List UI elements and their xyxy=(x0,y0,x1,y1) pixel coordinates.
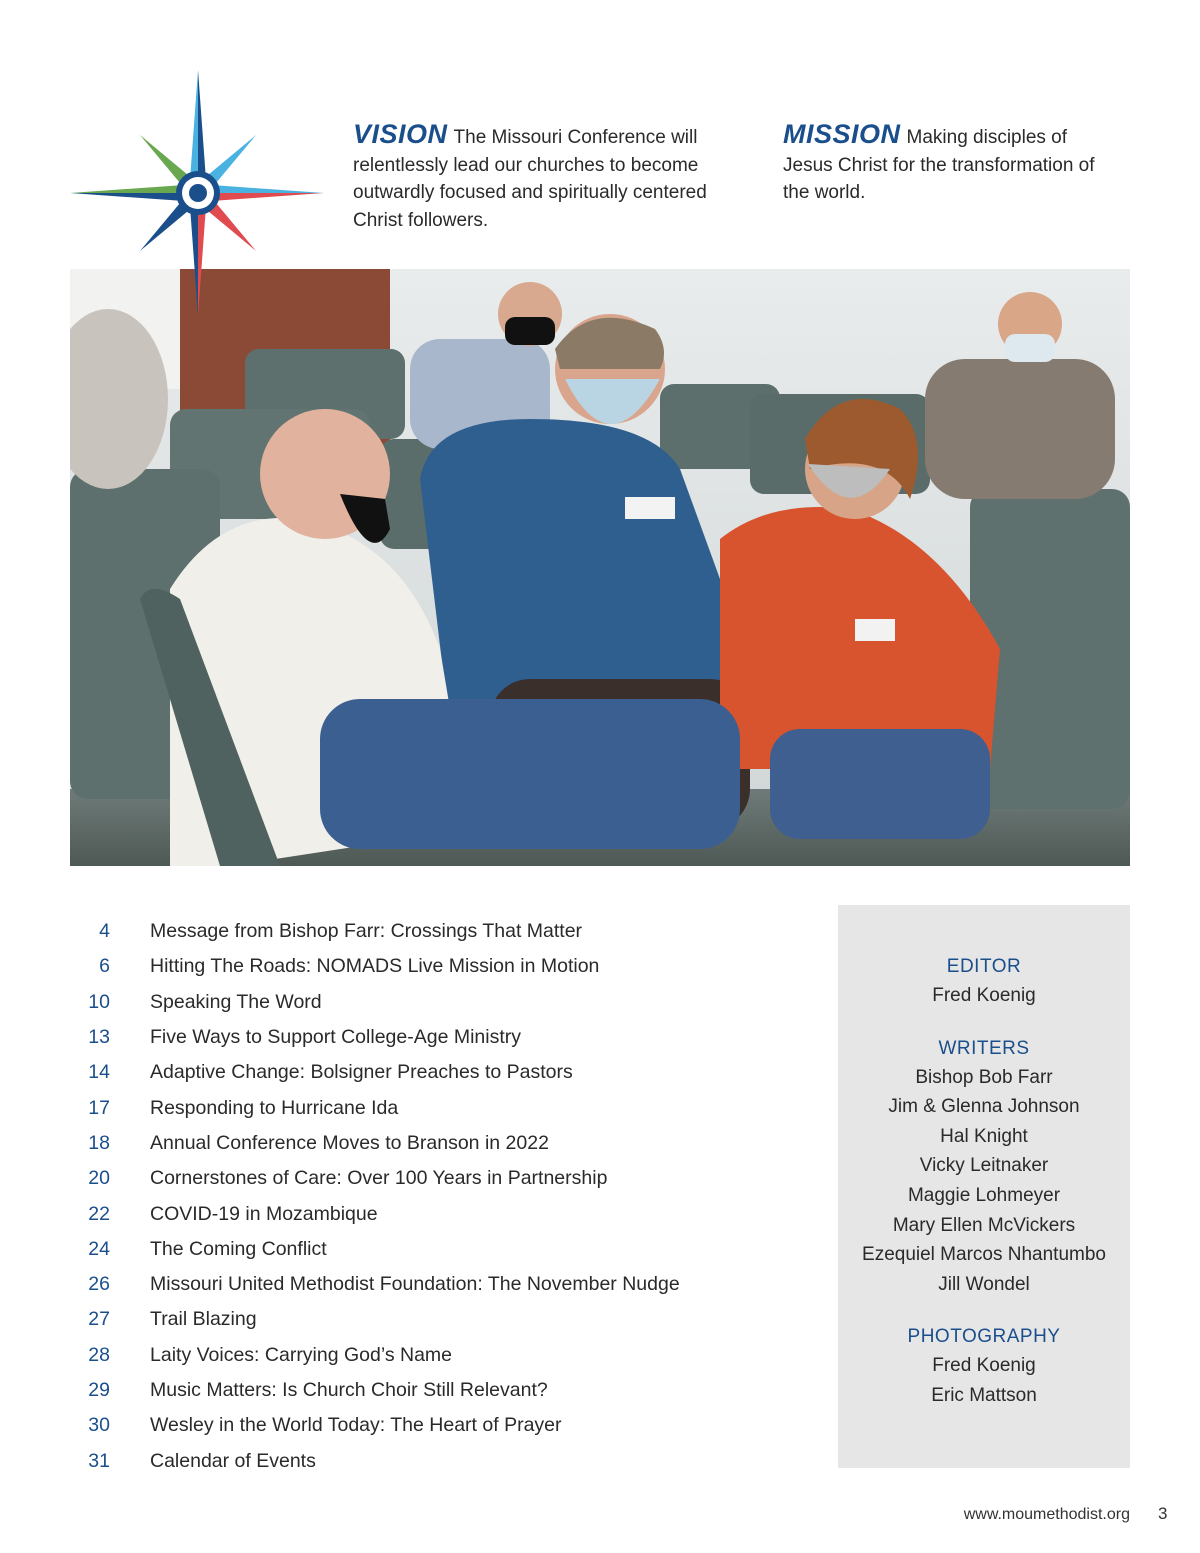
editor-names xyxy=(838,981,1130,1011)
toc-title: The Coming Conflict xyxy=(150,1237,327,1260)
toc-page-number: 6 xyxy=(99,955,110,978)
editor-group xyxy=(838,953,1130,1011)
toc-entry[interactable] xyxy=(70,1267,770,1302)
toc-page-number: 13 xyxy=(88,1026,110,1049)
toc-page-number: 31 xyxy=(88,1449,110,1472)
mission-statement xyxy=(783,121,1103,207)
toc-entry[interactable] xyxy=(70,949,770,984)
toc-page-number: 18 xyxy=(88,1131,110,1154)
toc-entry[interactable] xyxy=(70,985,770,1020)
toc-title: Adaptive Change: Bolsigner Preaches to Pastors xyxy=(150,1061,573,1084)
toc-page-number: 10 xyxy=(88,990,110,1013)
toc-page-number: 30 xyxy=(88,1414,110,1437)
toc-title: Wesley in the World Today: The Heart of Prayer xyxy=(150,1414,562,1437)
toc-title: Calendar of Events xyxy=(150,1449,316,1472)
toc-entry[interactable] xyxy=(70,1443,770,1478)
toc-entry[interactable] xyxy=(70,1302,770,1337)
toc-entry[interactable] xyxy=(70,1373,770,1408)
toc-entry[interactable] xyxy=(70,914,770,949)
toc-entry[interactable] xyxy=(70,1408,770,1443)
toc-title: Music Matters: Is Church Choir Still Relevant? xyxy=(150,1379,548,1401)
toc-entry[interactable] xyxy=(70,1126,770,1161)
compass-star-icon xyxy=(68,68,326,318)
toc-entry[interactable] xyxy=(70,1338,770,1373)
toc-title: Trail Blazing xyxy=(150,1308,257,1331)
staff-name: Ezequiel Marcos Nhantumbo xyxy=(862,1244,1106,1266)
toc-title: COVID-19 in Mozambique xyxy=(150,1202,378,1225)
table-of-contents xyxy=(70,914,770,1479)
page-number: 3 xyxy=(1158,1504,1168,1523)
writers-names xyxy=(838,1063,1130,1300)
toc-title: Responding to Hurricane Ida xyxy=(150,1096,399,1119)
staff-name: Jill Wondel xyxy=(938,1273,1030,1295)
toc-entry[interactable] xyxy=(70,1196,770,1231)
toc-entry[interactable] xyxy=(70,1055,770,1090)
toc-entry[interactable] xyxy=(70,1161,770,1196)
mission-text: Making disciples of Jesus Christ for the transformation of the world. xyxy=(783,127,1095,203)
mission-label: MISSION xyxy=(783,119,901,149)
toc-title: Hitting The Roads: NOMADS Live Mission in Motion xyxy=(150,955,600,978)
vision-text: The Missouri Conference will relentlessly lead our churches to become outwardly focused and spiritually centered Christ followers. xyxy=(353,127,707,231)
photography-names xyxy=(838,1351,1130,1410)
photo-of-conversation xyxy=(70,269,1130,866)
toc-title: Speaking The Word xyxy=(150,990,322,1013)
toc-page-number: 20 xyxy=(88,1167,110,1190)
vision-statement xyxy=(353,121,733,234)
toc-page-number: 28 xyxy=(88,1343,110,1366)
toc-page-number: 22 xyxy=(88,1202,110,1225)
staff-name: Maggie Lohmeyer xyxy=(907,1184,1061,1206)
toc-title: Laity Voices: Carrying God’s Name xyxy=(150,1343,453,1366)
toc-title: Missouri United Methodist Foundation: The November Nudge xyxy=(150,1273,680,1296)
staff-name: Mary Ellen McVickers xyxy=(892,1214,1076,1236)
staff-name: Hal Knight xyxy=(940,1125,1028,1147)
toc-title: Cornerstones of Care: Over 100 Years in Partnership xyxy=(150,1167,608,1190)
staff-name: Fred Koenig xyxy=(932,985,1036,1006)
toc-title: Five Ways to Support College-Age Ministry xyxy=(150,1026,521,1049)
toc-title: Annual Conference Moves to Branson in 2022 xyxy=(150,1131,549,1154)
toc-page-number: 14 xyxy=(88,1061,110,1084)
website-url: www.moumethodist.org xyxy=(963,1506,1130,1523)
toc-page-number: 17 xyxy=(88,1096,110,1119)
editor-heading: EDITOR xyxy=(946,956,1022,977)
toc-page-number: 29 xyxy=(88,1379,110,1401)
toc-page-number: 27 xyxy=(88,1308,110,1331)
toc-page-number: 24 xyxy=(88,1237,110,1260)
toc-page-number: 26 xyxy=(88,1273,110,1296)
staff-name: Bishop Bob Farr xyxy=(915,1066,1053,1088)
staff-name: Vicky Leitnaker xyxy=(919,1155,1049,1177)
photography-group xyxy=(838,1323,1130,1410)
writers-heading: WRITERS xyxy=(938,1037,1030,1059)
toc-entry[interactable] xyxy=(70,1232,770,1267)
staff-name: Jim & Glenna Johnson xyxy=(888,1096,1080,1118)
photography-heading: PHOTOGRAPHY xyxy=(907,1326,1061,1348)
writers-group xyxy=(838,1035,1130,1300)
staff-name: Fred Koenig xyxy=(932,1355,1036,1377)
toc-entry[interactable] xyxy=(70,1020,770,1055)
staff-name: Eric Mattson xyxy=(931,1384,1037,1406)
toc-title: Message from Bishop Farr: Crossings That Matter xyxy=(150,920,583,943)
toc-page-number: 4 xyxy=(99,920,110,943)
vision-label: VISION xyxy=(353,119,448,149)
feature-photo xyxy=(70,269,1130,866)
toc-entry[interactable] xyxy=(70,1090,770,1125)
staff-credits-box xyxy=(838,905,1130,1468)
